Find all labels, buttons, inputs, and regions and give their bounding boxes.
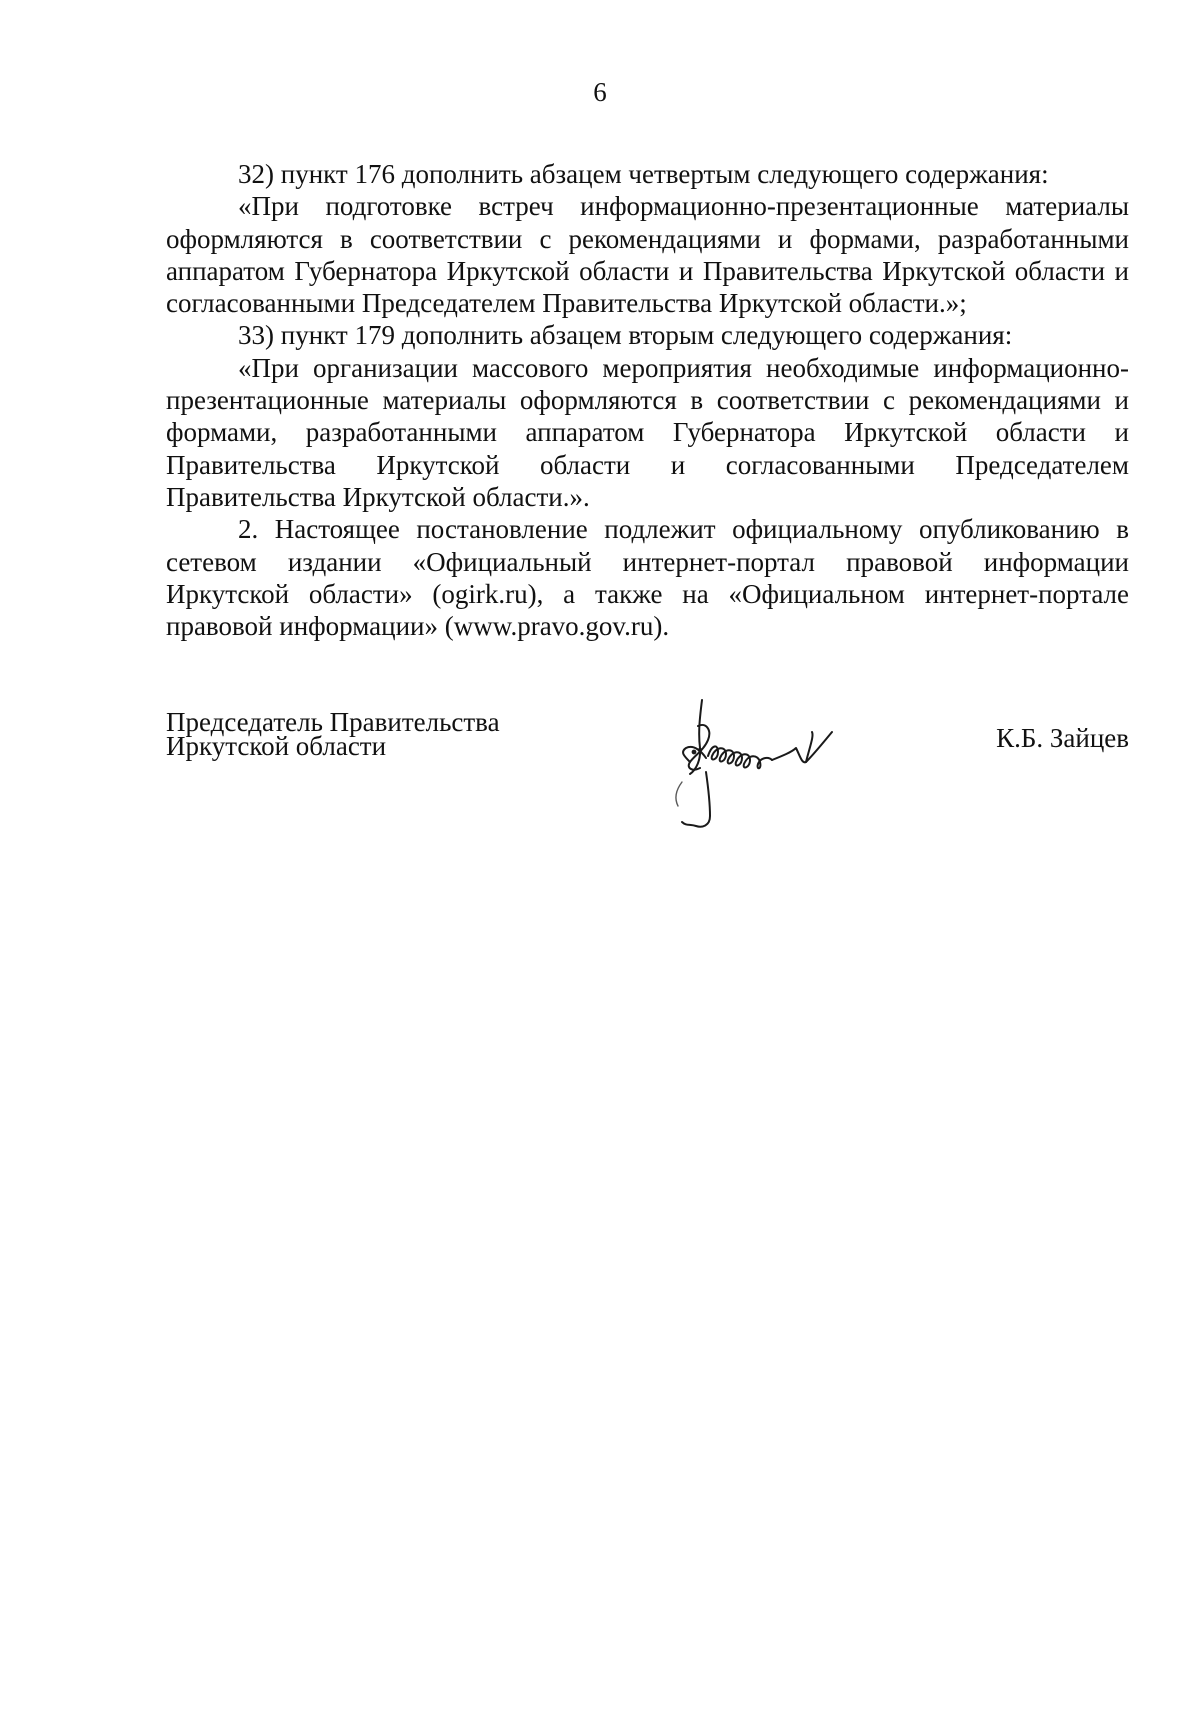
paragraph-item-33: 33) пункт 179 дополнить абзацем вторым следующего содержания: [238,320,1013,351]
signature-icon [646,686,936,836]
signer-position [166,707,500,761]
signature-block [166,707,1129,840]
signer-name: К.Б. Зайцев [996,723,1129,753]
paragraph-item-32-text: «При подготовке встреч информационно-презентационные материалы оформляются в соответствии с рекомендациями и формами, разработанными аппаратом Губернатора Иркутской области и Правительства Иркутской области и согласованными Председателем Правительства Иркутской области.»; [166,191,1129,319]
paragraph-section-2: 2. Настоящее постановление подлежит официальному опубликованию в сетевом издании «Официальный интернет-портал правовой информации Иркутской области» (ogirk.ru), а также на «Официальном интернет-портале правовой информации» (www.pravo.gov.ru). [166,514,1129,642]
paragraph-item-33-text: «При организации массового мероприятия необходимые информационно-презентационные материалы оформляются в соответствии с рекомендациями и формами, разработанными аппаратом Губернатора Иркутской области и Правительства Иркутской области и согласованными Председателем Правительства Иркутской области.». [166,352,1129,512]
paragraph-item-32: 32) пункт 176 дополнить абзацем четвертым следующего содержания: [238,159,1049,189]
signer-position-line-2: Иркутской области [166,731,387,761]
signer-position-line-1: Председатель Правительства [166,707,500,737]
document-body [166,158,1129,642]
page-number: 6 [593,77,607,107]
